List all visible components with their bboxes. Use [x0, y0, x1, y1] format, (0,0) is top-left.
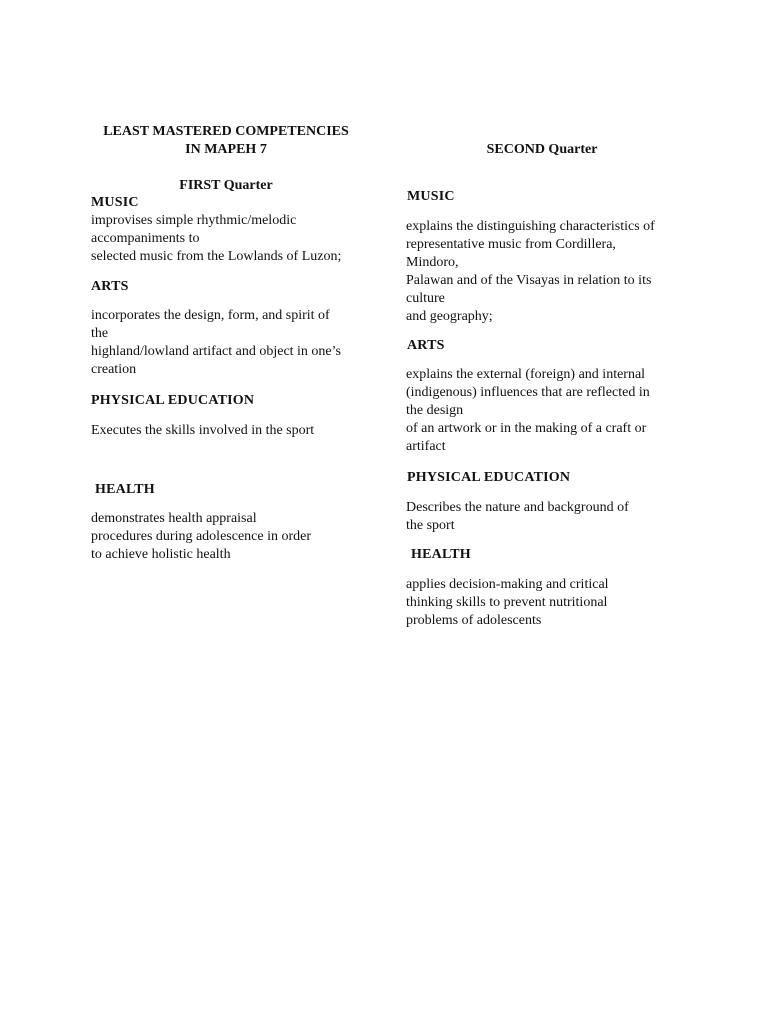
text-line: demonstrates health appraisal — [91, 511, 257, 526]
text-line: explains the external (foreign) and internal — [406, 367, 646, 382]
text-line: and geography; — [406, 309, 493, 324]
first-quarter-heading: FIRST Quarter — [179, 178, 273, 193]
first-quarter-arts-text — [91, 307, 341, 379]
second-quarter-pe-heading: PHYSICAL EDUCATION — [407, 470, 571, 485]
second-quarter-music-text — [406, 218, 655, 326]
second-quarter-heading: SECOND Quarter — [486, 142, 598, 157]
text-line: explains the distinguishing characteristics of — [406, 219, 655, 234]
first-quarter-pe-text — [91, 422, 314, 440]
second-quarter-health-heading: HEALTH — [411, 547, 471, 562]
text-line: of an artwork or in the making of a craft or — [406, 421, 647, 436]
text-line: (indigenous) influences that are reflected in — [406, 385, 650, 400]
text-line: representative music from Cordillera, — [406, 237, 616, 252]
text-line: the sport — [406, 518, 455, 533]
first-quarter-health-text — [91, 510, 311, 564]
second-quarter-arts-heading: ARTS — [407, 338, 445, 353]
first-quarter-music-text — [91, 212, 341, 266]
text-line: Describes the nature and background of — [406, 500, 629, 515]
text-line: to achieve holistic health — [91, 547, 231, 562]
first-quarter-health-heading: HEALTH — [95, 482, 155, 497]
text-line: improvises simple rhythmic/melodic — [91, 213, 297, 228]
text-line: Palawan and of the Visayas in relation to its — [406, 273, 652, 288]
document-title-line-1: LEAST MASTERED COMPETENCIES — [103, 124, 349, 139]
text-line: the — [91, 326, 109, 341]
first-quarter-pe-heading: PHYSICAL EDUCATION — [91, 393, 255, 408]
text-line: culture — [406, 291, 445, 306]
text-line: artifact — [406, 439, 446, 454]
document-title — [86, 123, 366, 159]
text-line: Executes the skills involved in the sport — [91, 423, 315, 438]
text-line: thinking skills to prevent nutritional — [406, 595, 608, 610]
text-line: problems of adolescents — [406, 613, 542, 628]
text-line: Mindoro, — [406, 255, 459, 270]
second-quarter-music-heading: MUSIC — [407, 189, 455, 204]
text-line: highland/lowland artifact and object in one’s — [91, 344, 341, 359]
text-line: selected music from the Lowlands of Luzon; — [91, 249, 342, 264]
second-quarter-arts-text — [406, 366, 650, 456]
text-line: procedures during adolescence in order — [91, 529, 312, 544]
text-line: accompaniments to — [91, 231, 200, 246]
text-line: applies decision-making and critical — [406, 577, 609, 592]
text-line: the design — [406, 403, 464, 418]
second-quarter-pe-text — [406, 499, 629, 535]
first-quarter-arts-heading: ARTS — [91, 279, 129, 294]
text-line: creation — [91, 362, 137, 377]
first-quarter-music-heading: MUSIC — [91, 195, 139, 210]
second-quarter-health-text — [406, 576, 609, 630]
document-title-line-2: IN MAPEH 7 — [185, 142, 267, 157]
text-line: incorporates the design, form, and spirit of — [91, 308, 330, 323]
